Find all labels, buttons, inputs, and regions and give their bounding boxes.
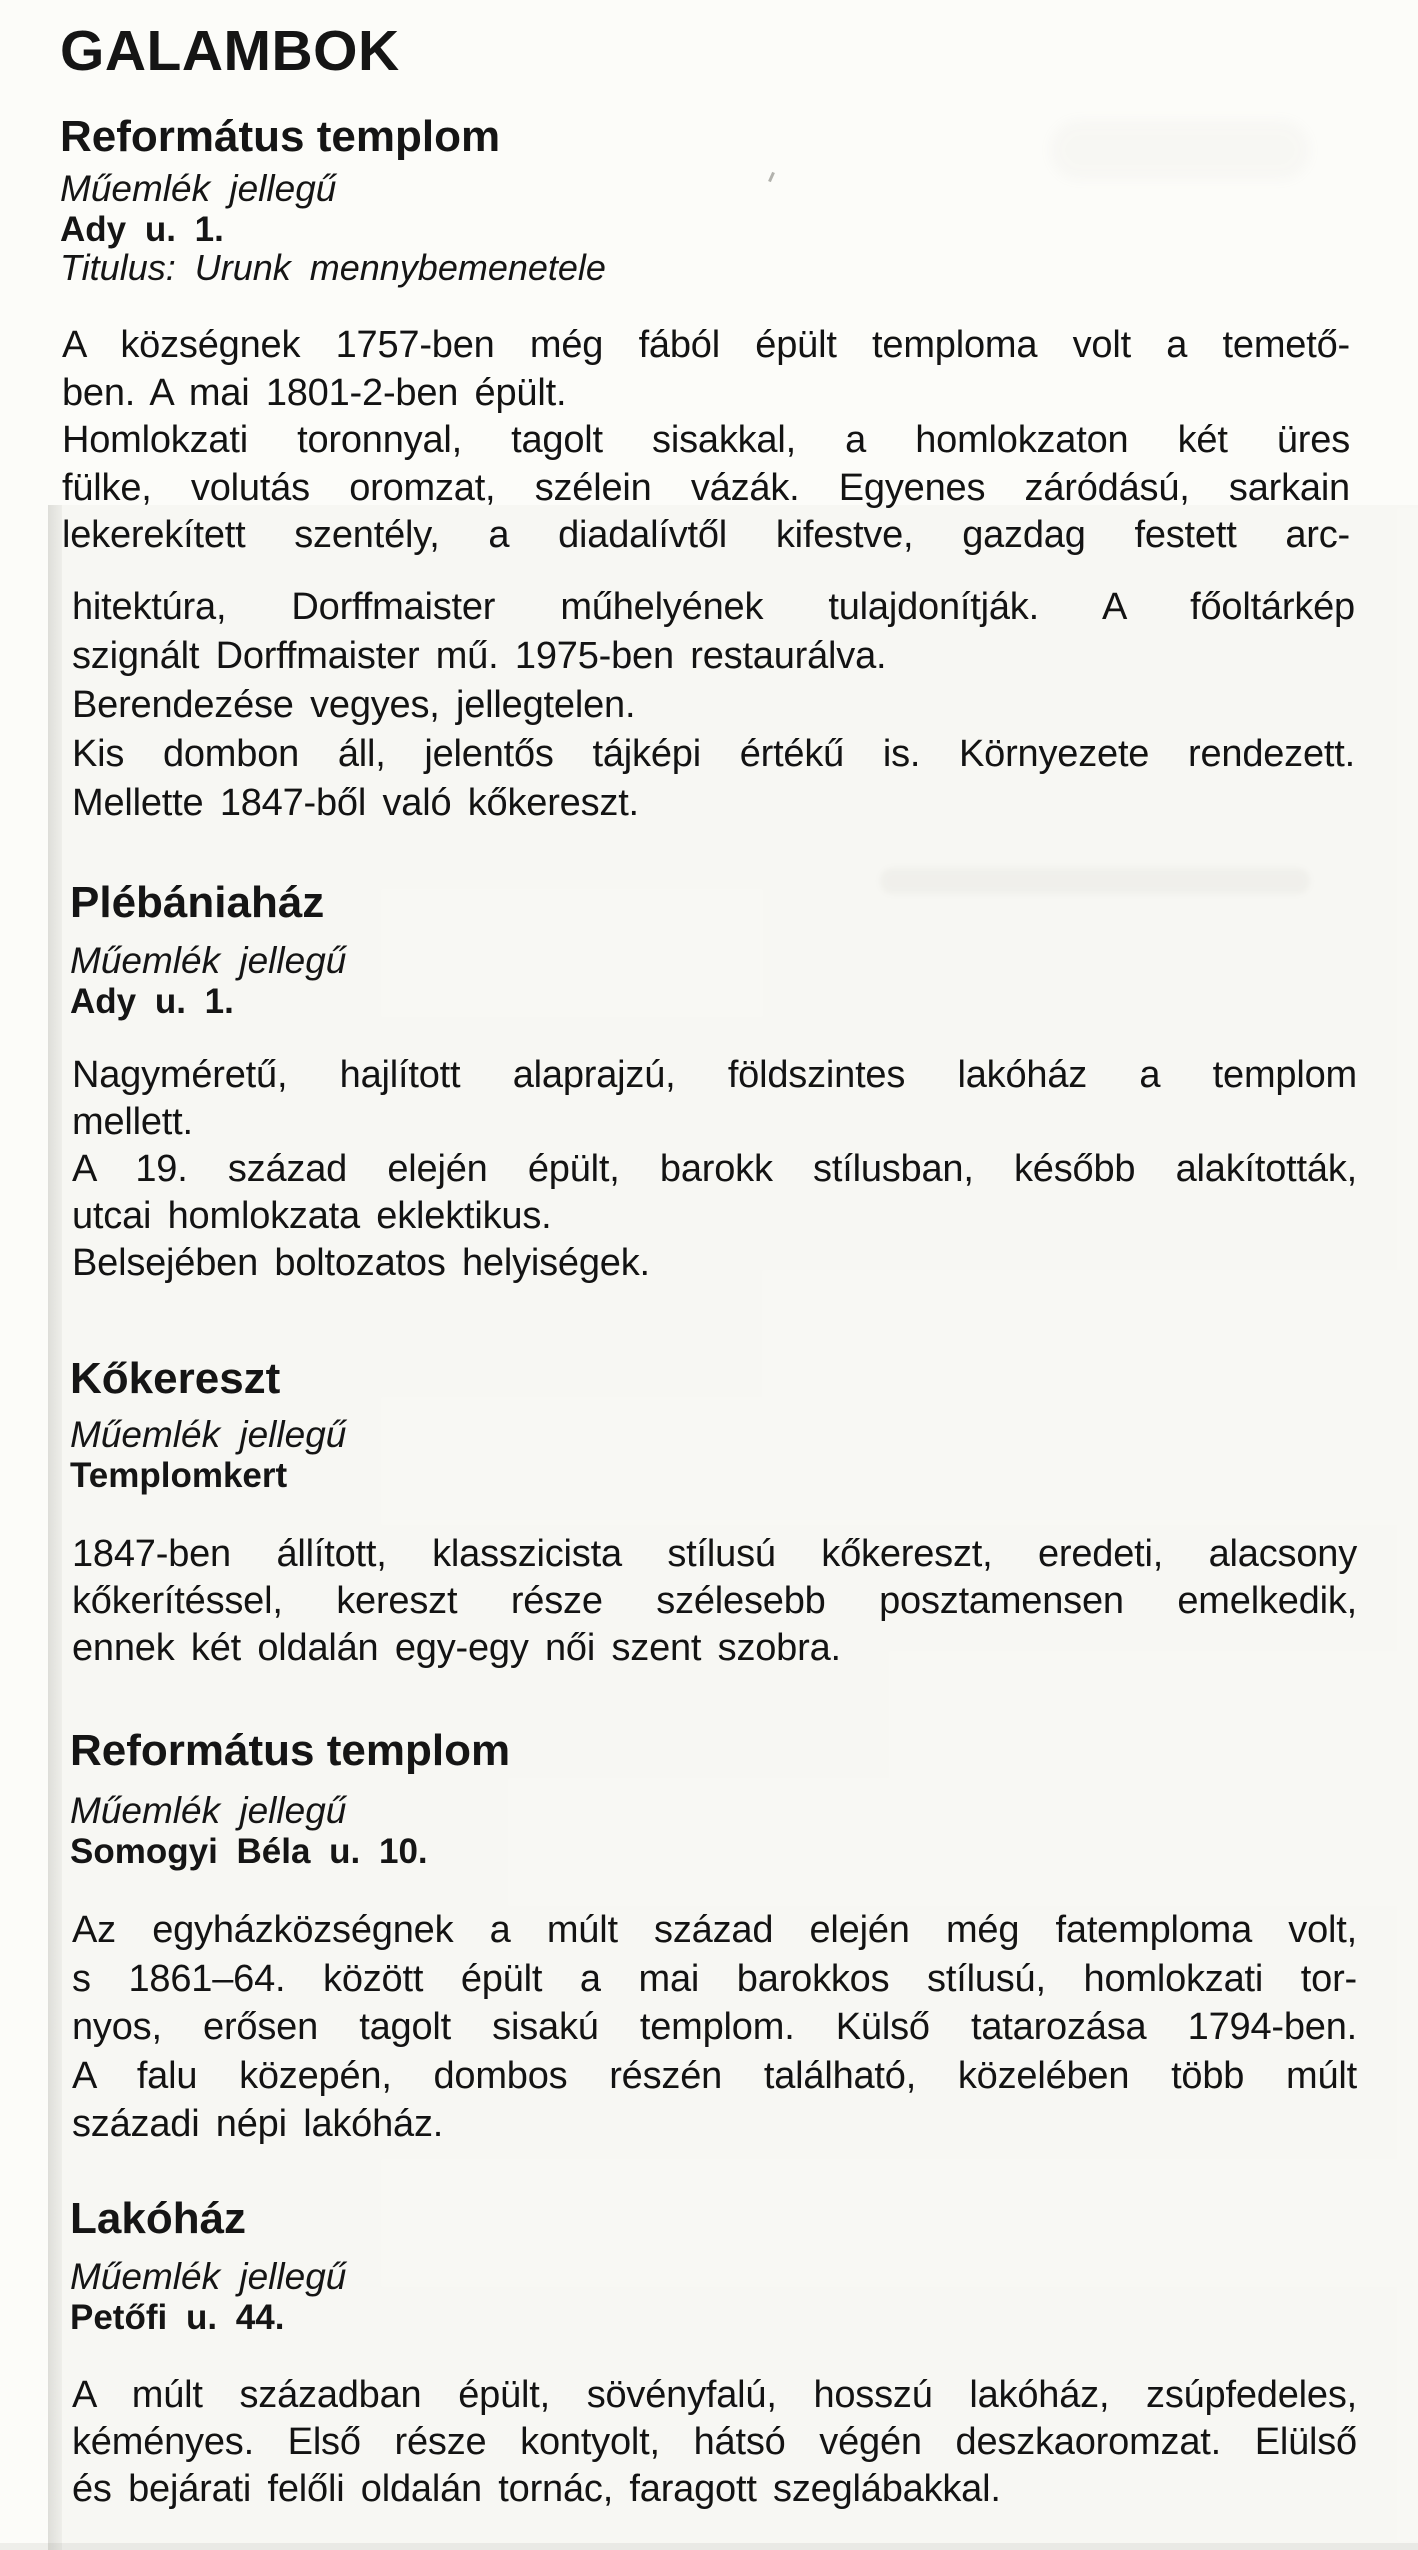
body-line: lekerekített szentély, a diadalívtől kifestve, gazdag festett arc- [62, 514, 1350, 556]
body-paragraph [72, 583, 1355, 828]
address-line: Ady u. 1. [60, 210, 224, 249]
section-heading: Kőkereszt [70, 1354, 281, 1403]
body-line: Homlokzati toronnyal, tagolt sisakkal, a homlokzaton két üres [62, 419, 1350, 461]
body-line: Az egyházközségnek a múlt század elején még fatemploma volt, [72, 1909, 1357, 1951]
scan-speck [768, 172, 775, 182]
designation-line: Műemlék jellegű [70, 940, 347, 981]
section-heading: Református templom [60, 112, 501, 161]
body-line: mellett. [72, 1101, 193, 1143]
designation-line: Műemlék jellegű [70, 1790, 347, 1831]
scan-smudge [1050, 120, 1310, 180]
designation-line: Műemlék jellegű [70, 1414, 347, 1455]
body-line: szignált Dorffmaister mű. 1975-ben restaurálva. [72, 635, 887, 677]
body-line: nyos, erősen tagolt sisakú templom. Külső tatarozása 1794-ben. [72, 2006, 1357, 2048]
section-heading: Református templom [70, 1726, 511, 1775]
body-line: kőkerítéssel, kereszt része szélesebb posztamensen emelkedik, [72, 1580, 1357, 1622]
page-title: GALAMBOK [60, 19, 400, 83]
body-paragraph [62, 322, 1350, 560]
body-line: hitektúra, Dorffmaister műhelyének tulajdonítják. A főoltárkép [72, 586, 1355, 628]
body-paragraph [72, 1052, 1357, 1287]
body-paragraph [72, 2372, 1357, 2513]
body-line: A falu közepén, dombos részén található, közelében több múlt [72, 2054, 1357, 2097]
body-line: Kis dombon áll, jelentős tájképi értékű is. Környezete rendezett. [72, 733, 1355, 775]
body-line: fülke, volutás oromzat, szélein vázák. Egyenes záródású, sarkain [62, 466, 1350, 509]
body-line: Berendezése vegyes, jellegtelen. [72, 684, 636, 726]
section-heading: Plébániaház [70, 878, 325, 927]
body-line: utcai homlokzata eklektikus. [72, 1195, 552, 1237]
scan-bottom-edge-shadow [0, 2543, 1418, 2550]
body-line: Nagyméretű, hajlított alaprajzú, földszintes lakóház a templom [72, 1054, 1357, 1096]
body-line: ennek két oldalán egy-egy női szent szobra. [72, 1627, 841, 1669]
address-line: Petőfi u. 44. [70, 2298, 285, 2337]
section-heading: Lakóház [70, 2194, 247, 2243]
address-line: Templomkert [70, 1456, 288, 1495]
titulus-line: Titulus: Urunk mennybemenetele [60, 247, 606, 288]
body-line: A 19. század elején épült, barokk stílusban, később alakították, [72, 1148, 1357, 1190]
address-line: Somogyi Béla u. 10. [70, 1832, 428, 1871]
scan-gutter-shadow [48, 505, 62, 2550]
body-line: 1847-ben állított, klasszicista stílusú kőkereszt, eredeti, alacsony [72, 1533, 1357, 1575]
body-paragraph [72, 1906, 1357, 2149]
address-line: Ady u. 1. [70, 982, 234, 1021]
body-line: A községnek 1757-ben még fából épült temploma volt a temető- [62, 324, 1350, 366]
body-line: Mellette 1847-ből való kőkereszt. [72, 782, 639, 824]
body-line: ben. A mai 1801-2-ben épült. [62, 371, 567, 414]
body-paragraph [72, 1531, 1357, 1672]
body-line: századi népi lakóház. [72, 2103, 444, 2145]
body-line: és bejárati felőli oldalán tornác, faragott szeglábakkal. [72, 2468, 1001, 2510]
designation-line: Műemlék jellegű [60, 168, 337, 209]
body-line: Belsejében boltozatos helyiségek. [72, 1242, 650, 1284]
body-line: kéményes. Első része kontyolt, hátsó végén deszkaoromzat. Elülső [72, 2421, 1357, 2463]
body-line: A múlt században épült, sövényfalú, hosszú lakóház, zsúpfedeles, [72, 2374, 1357, 2416]
body-line: s 1861–64. között épült a mai barokkos stílusú, homlokzati tor- [72, 1957, 1357, 2000]
scan-smudge [880, 868, 1310, 894]
designation-line: Műemlék jellegű [70, 2256, 347, 2297]
